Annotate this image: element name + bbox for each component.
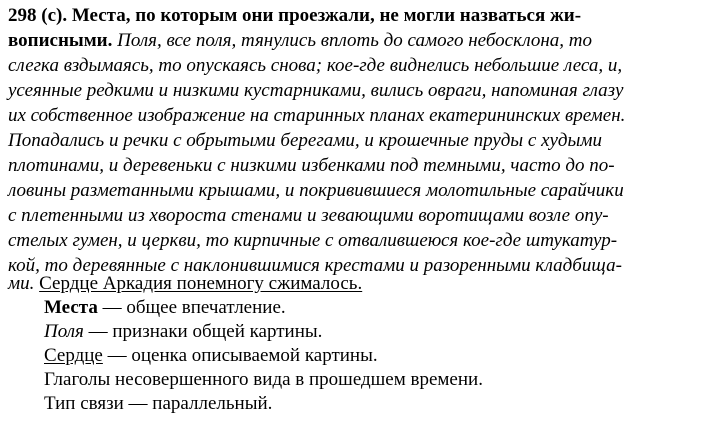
exercise-line-1: [8, 4, 581, 28]
exercise-text-line: стелых гумен, и церкви, то кирпичные с отвалившеюся кое-где штукатур-: [8, 230, 618, 251]
exercise-line-2: [8, 29, 592, 53]
exercise-heading-part-1: Места, по которым они проезжали, не могли назваться жи-: [67, 5, 582, 26]
exercise-text-line: усеянные редкими и низкими кустарниками, вились овраги, напоминая глазу: [8, 80, 624, 101]
exercise-text-line: ловины разметанными крышами, и покривившиеся молотильные сарайчики: [8, 180, 624, 201]
exercise-text-line: плотинами, и деревеньки с низкими избенками под темными, часто до по-: [8, 155, 615, 176]
analysis-fields-description: — признаки общей картины.: [83, 321, 323, 342]
analysis-places-term: Места: [44, 297, 98, 318]
analysis-places-description: — общее впечатление.: [97, 297, 286, 318]
analysis-places: [44, 296, 286, 320]
analysis-heart: [44, 344, 378, 368]
analysis-heart-description: — оценка описываемой картины.: [102, 345, 378, 366]
exercise-text-line: слегка вздымаясь, то опускаясь снова; кое-где виднелись небольшие леса, и,: [8, 55, 623, 76]
analysis-verbs: Глаголы несовершенного вида в прошедшем времени.: [44, 369, 483, 390]
exercise-text-line: с плетенными из хвороста стенами и зевающими воротищами возле опу-: [8, 205, 609, 226]
exercise-text-start: Поля, все поля, тянулись вплоть до самого небосклона, то: [112, 30, 593, 51]
exercise-text-end: ми.: [8, 273, 35, 294]
analysis-heart-term: Сердце: [44, 345, 103, 366]
exercise-number: 298 (с).: [8, 5, 68, 26]
underlined-sentence: Сердце Аркадия понемногу сжималось.: [39, 273, 363, 294]
exercise-text-line: их собственное изображение на старинных планах екатерининских времен.: [8, 105, 626, 126]
exercise-last-line: [8, 272, 362, 296]
analysis-fields: [44, 320, 322, 344]
analysis-fields-term: Поля: [44, 321, 84, 342]
analysis-link-type: Тип связи — параллельный.: [44, 393, 273, 414]
exercise-heading-part-2: вописными.: [8, 30, 113, 51]
exercise-text-line: кой, то деревянные с наклонившимися крестами и разоренными кладбища-: [8, 255, 622, 276]
exercise-text-line: Попадались и речки с обрытыми берегами, и крошечные пруды с худыми: [8, 130, 603, 151]
